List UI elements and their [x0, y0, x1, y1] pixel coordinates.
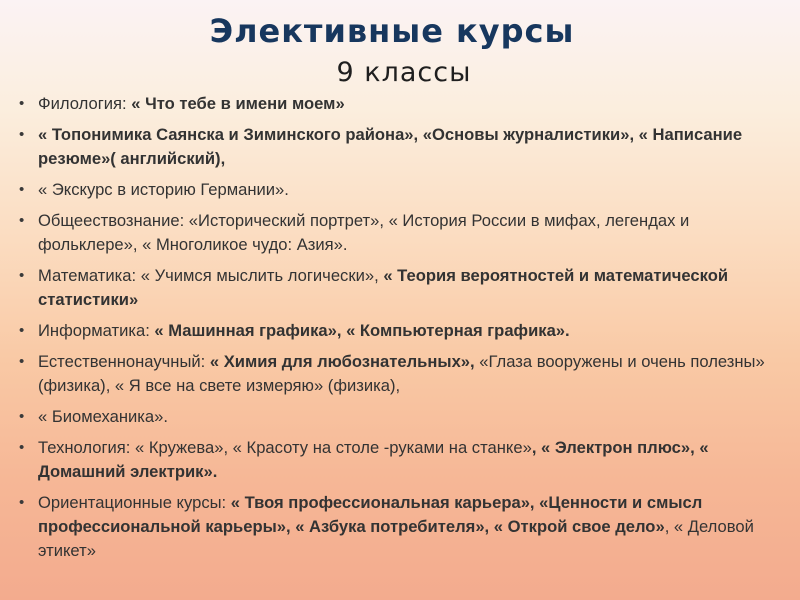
item-text-bold: « Теория вероятностей и математической статистики» [38, 266, 729, 309]
bullet-icon: • [19, 408, 25, 425]
bullet-icon: • [19, 212, 25, 229]
item-text-bold: , « Электрон плюс», « Домашний электрик». [38, 438, 709, 481]
bullet-icon: • [19, 95, 25, 112]
item-text-bold: « Машинная графика», « Компьютерная графика». [154, 321, 570, 340]
bullet-icon: • [19, 494, 25, 511]
list-item [18, 350, 788, 398]
bullet-icon: • [19, 181, 25, 198]
item-text: , « Деловой этикет» [38, 517, 754, 560]
bullet-icon: • [19, 322, 25, 339]
item-text: Технология: « Кружева», « Красоту на столе -руками на станке» [38, 438, 532, 457]
item-text: « Биомеханика». [38, 407, 168, 426]
list-item [18, 436, 788, 484]
bullet-icon: • [19, 267, 25, 284]
item-text: « Экскурс в историю Германии». [38, 180, 289, 199]
course-list [18, 92, 788, 570]
item-text: Информатика: [38, 321, 155, 340]
list-item [18, 92, 788, 116]
slide-title: Элективные курсы [209, 12, 575, 50]
list-item [18, 209, 788, 257]
list-item [18, 405, 788, 429]
item-text-bold: « Химия для любознательных», [209, 352, 475, 371]
item-text-bold: « Твоя профессиональная карьера», «Ценности и смысл профессиональной карьеры», « Азбука потребителя», « Открой свое дело» [38, 493, 703, 536]
bullet-icon: • [19, 126, 25, 143]
item-text: Филология: [38, 94, 132, 113]
list-item [18, 264, 788, 312]
item-text: Общеествознание: «Исторический портрет», « История России в мифах, легендах и фольклере», « Многоликое чудо: Азия». [38, 211, 690, 254]
slide-subtitle: 9 классы [336, 57, 472, 88]
list-item [18, 123, 788, 171]
item-text-bold: « Топонимика Саянска и Зиминского района», «Основы журналистики», « Написание резюме»( английский), [38, 125, 743, 168]
item-text: Ориентационные курсы: [38, 493, 231, 512]
bullet-icon: • [19, 353, 25, 370]
item-text: «Глаза вооружены и очень полезны» (физика), « Я все на свете измеряю» (физика), [38, 352, 765, 395]
item-text: Математика: « Учимся мыслить логически», [38, 266, 384, 285]
list-item [18, 178, 788, 202]
bullet-icon: • [19, 439, 25, 456]
list-item [18, 319, 788, 343]
list-item [18, 491, 788, 563]
item-text-bold: « Что тебе в имени моем» [131, 94, 345, 113]
item-text: Естественнонаучный: [38, 352, 210, 371]
